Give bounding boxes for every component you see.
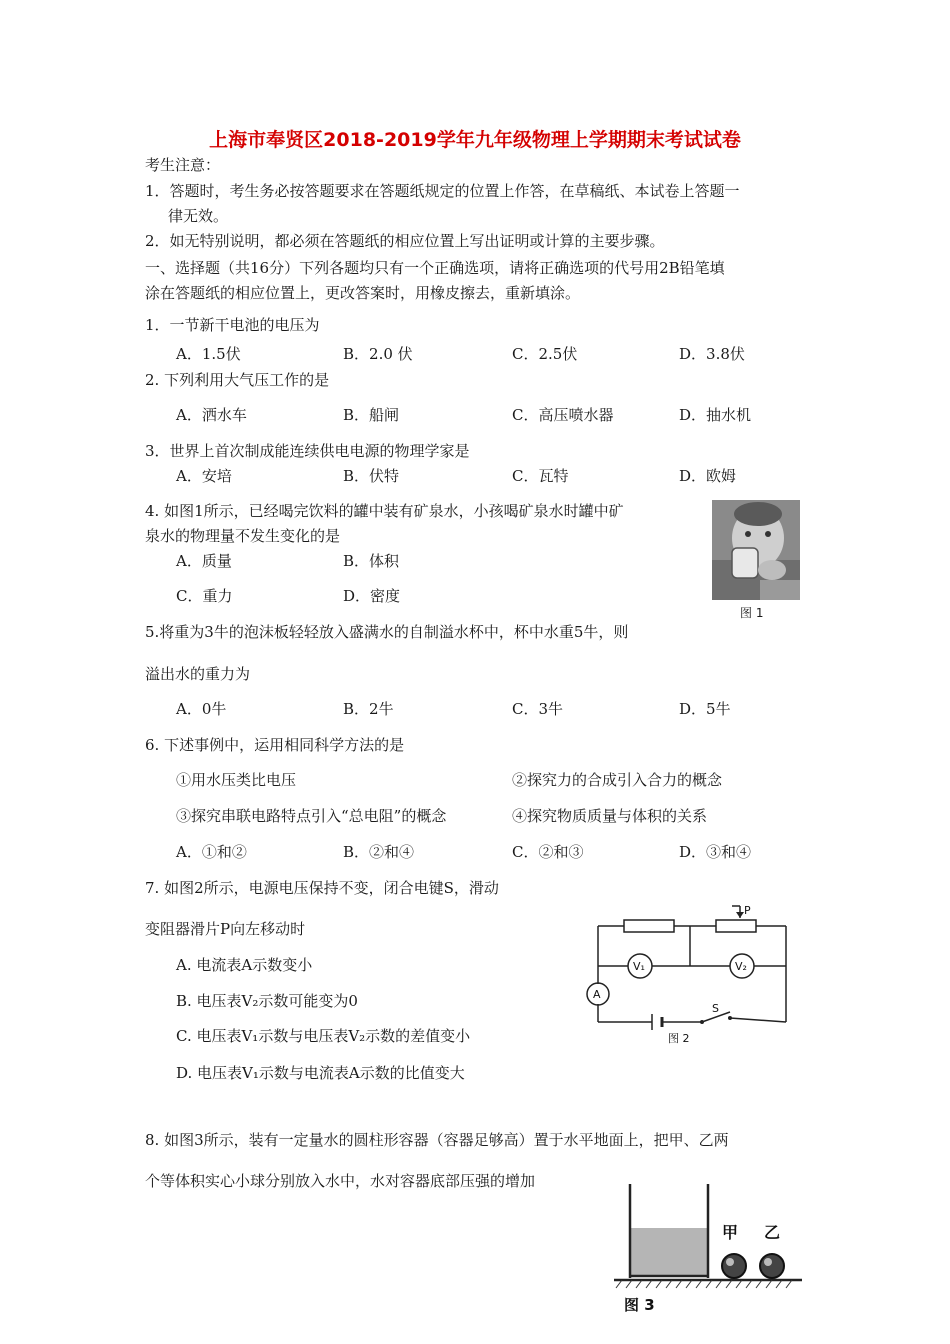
option-b: B．伏特 [343, 467, 400, 485]
option-c: C．瓦特 [512, 467, 569, 485]
item-3: ③探究串联电路特点引入“总电阻”的概念 [176, 807, 447, 825]
option-b: B．体积 [343, 552, 400, 570]
option-d: D．③和④ [679, 843, 752, 861]
section-1-instructions: 一、选择题（共16分）下列各题均只有一个正确选项，请将正确选项的代号用2B铅笔填 [145, 259, 725, 277]
option-c: C．重力 [176, 587, 233, 605]
option-a: A．1.5伏 [176, 345, 241, 363]
question-6-stem: 6. 下述事例中，运用相同科学方法的是 [145, 736, 405, 754]
ball-yi-label: 乙 [764, 1223, 781, 1242]
question-5-stem-cont: 溢出水的重力为 [145, 665, 251, 683]
figure-1-label: 图 1 [740, 606, 764, 620]
option-a: A．质量 [176, 552, 232, 570]
option-a: A．0牛 [176, 700, 227, 718]
figure-3-container [610, 1180, 820, 1330]
question-4-stem-cont: 泉水的物理量不发生变化的是 [145, 527, 341, 545]
section-1-instructions-cont: 涂在答题纸的相应位置上，更改答案时，用橡皮擦去，重新填涂。 [145, 284, 581, 302]
item-2: ②探究力的合成引入合力的概念 [512, 771, 723, 789]
question-1-stem: 1．一节新干电池的电压为 [145, 316, 320, 334]
question-8-stem-cont: 个等体积实心小球分别放入水中，水对容器底部压强的增加 [145, 1172, 536, 1190]
option-b: B．2牛 [343, 700, 394, 718]
option-d: D．密度 [343, 587, 401, 605]
figure-1-photo [712, 500, 800, 600]
option-a: A．①和② [176, 843, 247, 861]
switch-s-label: S [712, 1002, 719, 1015]
option-d: D．抽水机 [679, 406, 752, 424]
option-a: A. 电流表A示数变小 [176, 956, 313, 974]
option-c: C．3牛 [512, 700, 564, 718]
notice-heading: 考生注意： [145, 156, 221, 174]
item-1: ①用水压类比电压 [176, 771, 297, 789]
page-title: 上海市奉贤区2018-2019学年九年级物理上学期期末考试试卷 [209, 129, 741, 151]
notice-item-2: 2．如无特别说明，都必须在答题纸的相应位置上写出证明或计算的主要步骤。 [145, 232, 665, 250]
notice-item-1-cont: 律无效。 [168, 207, 229, 225]
option-d: D. 电压表V₁示数与电流表A示数的比值变大 [176, 1064, 465, 1082]
option-d: D．5牛 [679, 700, 731, 718]
voltmeter-v2-label: V₂ [735, 960, 747, 973]
question-8-stem: 8. 如图3所示，装有一定量水的圆柱形容器（容器足够高）置于水平地面上，把甲、乙两 [145, 1131, 729, 1149]
option-b: B．②和④ [343, 843, 415, 861]
question-7-stem: 7. 如图2所示，电源电压保持不变，闭合电键S，滑动 [145, 879, 499, 897]
option-a: A．洒水车 [176, 406, 247, 424]
ball-jia-label: 甲 [722, 1223, 739, 1242]
question-3-stem: 3．世界上首次制成能连续供电电源的物理学家是 [145, 442, 470, 460]
figure-3-label: 图 3 [624, 1296, 655, 1314]
ammeter-label: A [593, 988, 601, 1001]
option-a: A．安培 [176, 467, 232, 485]
option-c: C．2.5伏 [512, 345, 578, 363]
slider-p-label: P [744, 904, 751, 917]
option-d: D．欧姆 [679, 467, 737, 485]
option-b: B．船闸 [343, 406, 400, 424]
question-7-stem-cont: 变阻器滑片P向左移动时 [145, 920, 306, 938]
option-d: D．3.8伏 [679, 345, 745, 363]
option-c: C．②和③ [512, 843, 584, 861]
option-c: C. 电压表V₁示数与电压表V₂示数的差值变小 [176, 1027, 471, 1045]
figure-2-label: 图 2 [668, 1032, 690, 1045]
option-c: C．高压喷水器 [512, 406, 614, 424]
item-4: ④探究物质质量与体积的关系 [512, 807, 708, 825]
question-5-stem: 5.将重为3牛的泡沫板轻轻放入盛满水的自制溢水杯中，杯中水重5牛，则 [145, 623, 629, 641]
option-b: B．2.0 伏 [343, 345, 413, 363]
notice-item-1: 1．答题时，考生务必按答题要求在答题纸规定的位置上作答，在草稿纸、本试卷上答题一 [145, 182, 740, 200]
figure-2-circuit [580, 900, 810, 1050]
voltmeter-v1-label: V₁ [633, 960, 645, 973]
option-b: B. 电压表V₂示数可能变为0 [176, 992, 358, 1010]
question-4-stem: 4. 如图1所示，已经喝完饮料的罐中装有矿泉水，小孩喝矿泉水时罐中矿 [145, 502, 624, 520]
question-2-stem: 2. 下列利用大气压工作的是 [145, 371, 330, 389]
